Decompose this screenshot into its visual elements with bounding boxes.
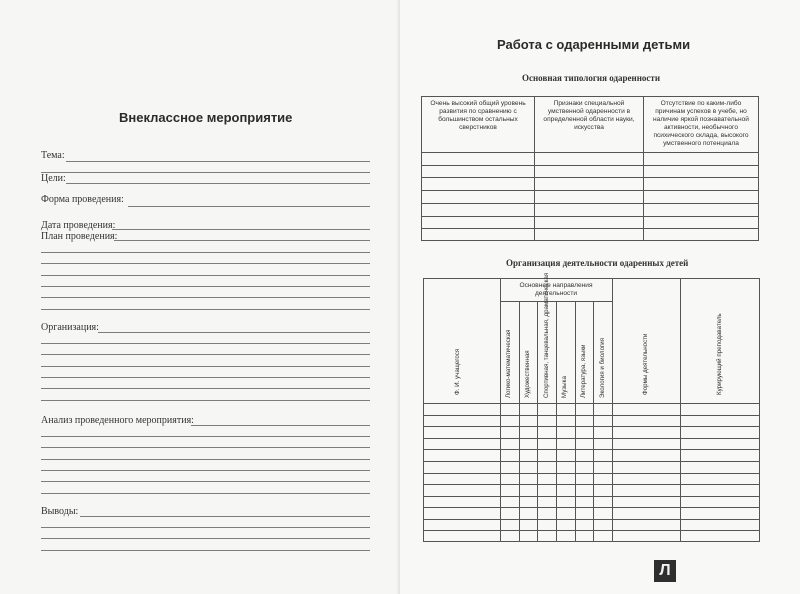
table2-direction-divider <box>537 301 538 542</box>
topic-line-2[interactable] <box>41 172 370 173</box>
date-label: Дата проведения: <box>41 220 116 231</box>
writing-line[interactable] <box>41 388 370 389</box>
topic-line[interactable] <box>66 161 370 162</box>
writing-line[interactable] <box>41 286 370 287</box>
table1-row <box>421 203 759 204</box>
table2-direction-divider <box>556 301 557 542</box>
table2-group-header: Основные направления деятельности <box>519 282 593 297</box>
table2-header-student: Ф. И. учащегося <box>454 348 461 395</box>
table2-row <box>423 449 760 450</box>
table2-col-divider <box>500 278 501 542</box>
table1-row <box>421 177 759 178</box>
table1-title: Основная типология одаренности <box>522 73 661 83</box>
writing-line[interactable] <box>41 366 370 367</box>
analysis-line[interactable] <box>191 425 370 426</box>
writing-line[interactable] <box>41 493 370 494</box>
writing-line[interactable] <box>41 275 370 276</box>
table1-row <box>421 216 759 217</box>
table2-row <box>423 507 760 508</box>
table2-row <box>423 415 760 416</box>
table2-row <box>423 496 760 497</box>
writing-line[interactable] <box>41 400 370 401</box>
table2-direction-header: Музыка <box>561 376 569 398</box>
table2-col-divider <box>612 278 613 542</box>
table2-direction-header: Экология и биология <box>598 337 606 398</box>
table2-row <box>423 484 760 485</box>
table2-row <box>423 461 760 462</box>
conclusions-line[interactable] <box>80 516 370 517</box>
table2-direction-divider <box>593 301 594 542</box>
table1-row <box>421 228 759 229</box>
table2-header-bottom <box>423 403 760 404</box>
publisher-logo: Л <box>654 560 676 582</box>
table1-header-2: Признаки специальной умственной одаренности в определенной области науки, искусства <box>543 100 635 131</box>
format-label: Форма проведения: <box>41 194 124 205</box>
table2-row <box>423 519 760 520</box>
table1-row <box>421 190 759 191</box>
table2-row <box>423 473 760 474</box>
writing-line[interactable] <box>41 343 370 344</box>
format-line[interactable] <box>128 206 370 207</box>
table1-col-divider <box>534 96 535 241</box>
writing-line[interactable] <box>41 538 370 539</box>
table1-header-1: Очень высокий общий уровень развития по сравнению с большинством остальных сверстников <box>430 100 526 131</box>
writing-line[interactable] <box>41 252 370 253</box>
plan-label: План проведения: <box>41 231 118 242</box>
plan-line[interactable] <box>114 240 370 241</box>
table1-col-divider <box>643 96 644 241</box>
table1-header-bottom <box>421 152 759 153</box>
table2-direction-divider <box>519 301 520 542</box>
writing-line[interactable] <box>41 377 370 378</box>
table2-row <box>423 426 760 427</box>
writing-line[interactable] <box>41 297 370 298</box>
table2-header-teacher: Курирующий преподаватель <box>716 313 723 395</box>
table2-direction-header: Художественная <box>524 350 531 398</box>
table2-row <box>423 530 760 531</box>
writing-line[interactable] <box>41 459 370 460</box>
left-page-title: Внеклассное мероприятие <box>119 110 293 125</box>
writing-line[interactable] <box>41 354 370 355</box>
organization-table <box>423 278 760 542</box>
table2-direction-header: Логико-математическая <box>505 329 513 398</box>
table2-title: Организация деятельности одаренных детей <box>506 258 689 268</box>
goals-line[interactable] <box>66 183 370 184</box>
date-line[interactable] <box>112 229 370 230</box>
topic-label: Тема: <box>41 150 65 161</box>
organization-label: Организация: <box>41 322 99 333</box>
writing-line[interactable] <box>41 481 370 482</box>
writing-line[interactable] <box>41 447 370 448</box>
conclusions-label: Выводы: <box>41 506 79 517</box>
writing-line[interactable] <box>41 436 370 437</box>
table2-direction-header: Литература, языки <box>580 344 587 398</box>
table2-row <box>423 438 760 439</box>
table2-direction-header: Спортивная, танцевальная, драматическая <box>542 272 550 398</box>
table2-header-forms: Формы деятельности <box>642 333 649 395</box>
writing-line[interactable] <box>41 527 370 528</box>
writing-line[interactable] <box>41 309 370 310</box>
right-page-title: Работа с одаренными детьми <box>497 37 691 52</box>
goals-label: Цели: <box>41 173 66 184</box>
table2-direction-divider <box>575 301 576 542</box>
writing-line[interactable] <box>41 470 370 471</box>
table1-header-3: Отсутствие по каким-либо причинам успехов в учебе, но наличие яркой познавательной активности, необычного психического склада, высокого умственного потенциала <box>653 100 749 147</box>
organization-line[interactable] <box>98 332 370 333</box>
table1-row <box>421 165 759 166</box>
writing-line[interactable] <box>41 263 370 264</box>
table2-col-divider <box>680 278 681 542</box>
writing-line[interactable] <box>41 550 370 551</box>
analysis-label: Анализ проведенного мероприятия: <box>41 415 194 426</box>
